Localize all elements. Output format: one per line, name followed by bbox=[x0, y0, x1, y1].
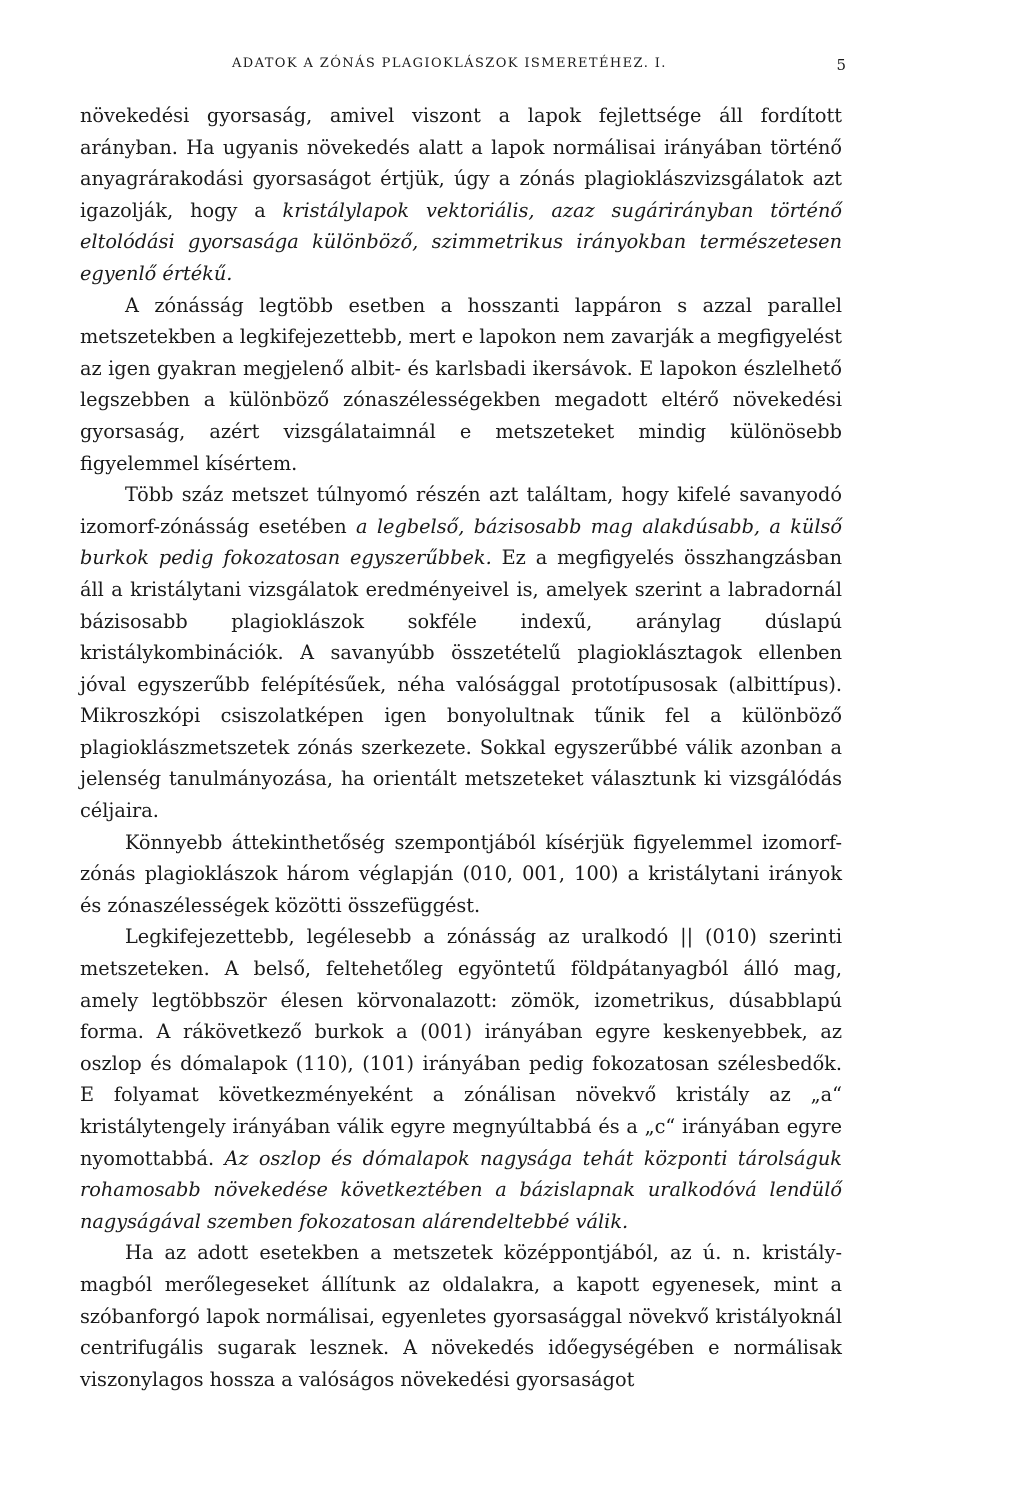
italic-span: kristálylapok vektoriális, azaz sugárirányban történő eltolódási gyorsasága különböző, szimmetrikus irányokban természetesen egyenlő értékű. bbox=[80, 198, 842, 285]
page-header bbox=[80, 56, 846, 80]
text-span: A zónásság legtöbb esetben a hosszanti lappáron s azzal parallel metszetekben a legkifejezettebb, mert e lapokon nem zavarják a megfigyelést az igen gyakran megjelenő albit- és karlsbadi ikersávok. E lapokon észlelhető legszebben a különböző zónaszélességekben megadott eltérő növekedési gyorsaság, azért vizsgálataimnál e metszeteket mindig különösebb figyelemmel kísértem. bbox=[80, 293, 842, 475]
text-span: növekedési gyorsaság, amivel viszont a lapok fejlettsége áll fordított arányban. Ha ugyanis növekedés alatt a lapok normálisai irányában történő anyagrárakodási gyorsaságot értjük, úgy a zónás plagioklászvizsgálatok azt igazolják, hogy a bbox=[80, 104, 842, 222]
italic-span: a legbelső, bázisosabb mag alakdúsabb, a külső burkok pedig fokozatosan egyszerűbbek. bbox=[80, 514, 842, 570]
paragraph-1 bbox=[80, 100, 842, 290]
text-span: Ha az adott esetekben a metszetek középpontjából, az ú. n. kristálymagból merőlegeseket állítunk az oldalakra, a kapott egyenesek, mint a szóbanforgó lapok normálisai, egyenletes gyorsasággal növekvő kristályoknál centrifugális sugarak lesznek. A növekedés időegységében e normálisak viszonylagos hossza a valóságos növekedési gyorsaságot bbox=[80, 1241, 842, 1391]
running-head: ADATOK A ZÓNÁS PLAGIOKLÁSZOK ISMERETÉHEZ. I. bbox=[232, 56, 667, 71]
body-text bbox=[80, 100, 842, 1395]
paragraph-3 bbox=[80, 479, 842, 827]
paragraph-4 bbox=[80, 827, 842, 922]
page-number: 5 bbox=[836, 56, 846, 74]
text-span: Könnyebb áttekinthetőség szempontjából kísérjük figyelemmel izomorf-zónás plagioklászok három véglapján (010, 001, 100) a kristálytani irányok és zónaszélességek közötti összefüggést. bbox=[80, 830, 842, 917]
paragraph-2 bbox=[80, 290, 842, 480]
text-span: Legkifejezettebb, legélesebb a zónásság az uralkodó || (010) szerinti metszeteken. A belső, feltehetőleg egyöntetű földpátanyagból álló mag, amely legtöbbször élesen körvonalazott: zömök, izometrikus, dúsabblapú forma. A rákövetkező burkok a (001) irányában egyre keskenyebbek, az oszlop és dómalapok (110), (101) irányában pedig fokozatosan szélesbedők. E folyamat következményeként a zónálisan növekvő kristály az „a“ kristálytengely irányában válik egyre megnyúltabbá és a „c“ irányában egyre nyomottabbá. bbox=[80, 925, 842, 1170]
italic-span: Az oszlop és dómalapok nagysága tehát központi tárolságuk rohamosabb növekedése következtében a bázislapnak uralkodóvá lendülő nagyságával szemben fokozatosan alárendeltebbé válik. bbox=[80, 1146, 842, 1233]
paragraph-5 bbox=[80, 921, 842, 1237]
text-span: Ez a megfigyelés összhangzásban áll a kristálytani vizsgálatok eredményeivel is, amelyek szerint a labradornál bázisosabb plagioklászok sokféle indexű, aránylag dúslapú kristálykombinációk. A savanyúbb összetételű plagioklásztagok ellenben jóval egyszerűbb felépítésűek, néha valósággal prototípusosak (albittípus). Mikroszkópi csiszolatképen igen bonyolultnak tűnik fel a különböző plagioklászmetszetek zónás szerkezete. Sokkal egyszerűbbé válik azonban a jelenség tanulmányozása, ha orientált metszeteket választunk ki vizsgálódás céljaira. bbox=[80, 546, 842, 823]
paragraph-6 bbox=[80, 1237, 842, 1395]
text-span: Több száz metszet túlnyomó részén azt találtam, hogy kifelé savanyodó izomorf-zónásság esetében bbox=[80, 483, 842, 538]
